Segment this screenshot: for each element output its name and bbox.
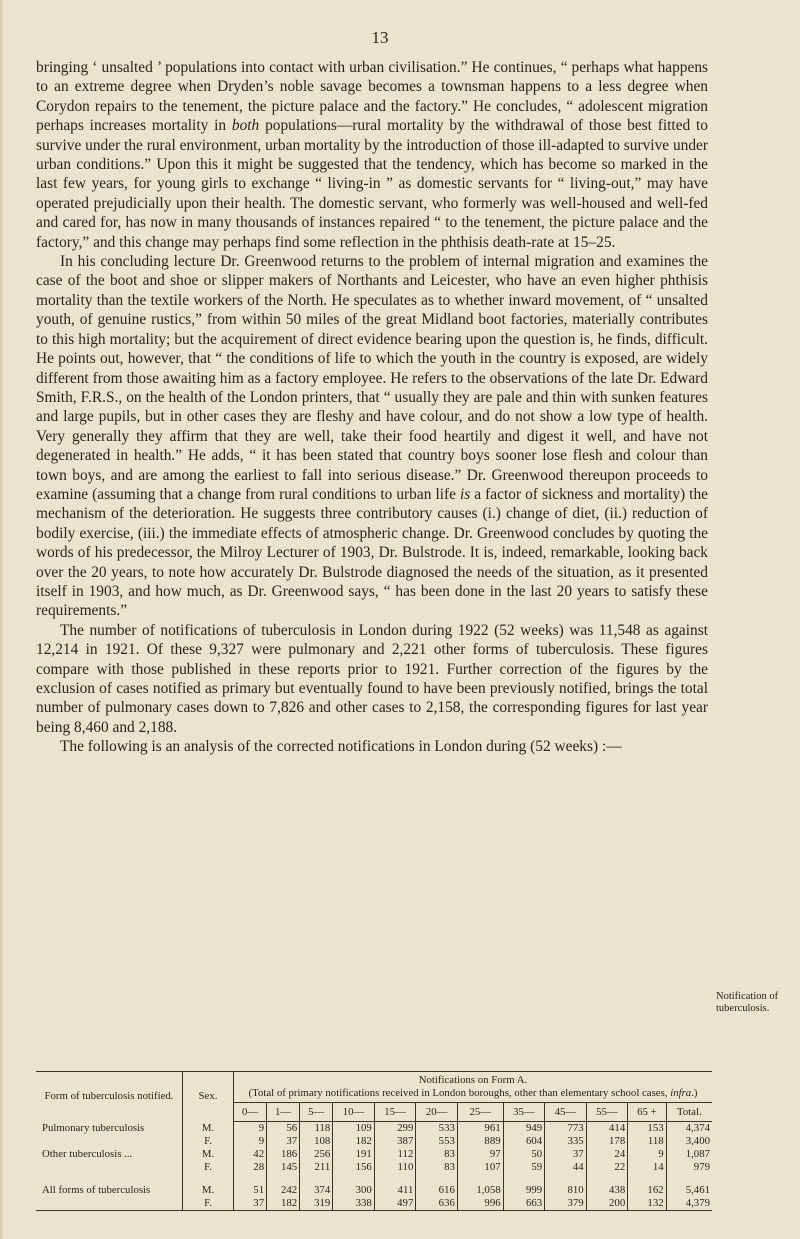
age-header-cell: 25—	[457, 1103, 503, 1122]
column-header-sex: Sex.	[183, 1072, 234, 1122]
age-header-cell: 55—	[586, 1103, 628, 1122]
table-cell: 1,058	[457, 1184, 503, 1197]
table-cell: 9	[234, 1135, 267, 1148]
age-header-cell: 35—	[503, 1103, 545, 1122]
table-cell: 961	[457, 1122, 503, 1136]
row-label	[36, 1135, 183, 1148]
age-header-cell: 0—	[234, 1103, 267, 1122]
table-cell: 9	[628, 1148, 666, 1161]
margin-note: Notification of tuberculosis.	[716, 991, 779, 1014]
notifications-table-wrap	[36, 1071, 712, 1211]
paragraph: The number of notifications of tuberculosis in London during 1922 (52 weeks) was 11,548 as against 12,214 in 1921. Of these 9,327 were pulmonary and 2,221 other forms of tuberculosis. These figures compare with those published in these reports prior to 1921. Further correction of the figures by the exclusion of cases notified as primary but eventually found to have been previously notified, brings the total number of pulmonary cases down to 7,826 and other cases to 2,158, the corresponding figures for last year being 8,460 and 2,188.	[36, 621, 708, 736]
table-cell: 497	[374, 1197, 416, 1211]
table-cell: 156	[333, 1161, 375, 1174]
table-cell: 51	[234, 1184, 267, 1197]
table-cell: 178	[586, 1135, 628, 1148]
table-cell: 42	[234, 1148, 267, 1161]
table-cell: 338	[333, 1197, 375, 1211]
table-cell: 118	[300, 1122, 333, 1136]
table-cell: 414	[586, 1122, 628, 1136]
table-cell: 999	[503, 1184, 545, 1197]
table-cell: 97	[457, 1148, 503, 1161]
table-cell: 996	[457, 1197, 503, 1211]
table-cell: 28	[234, 1161, 267, 1174]
table-cell: 553	[416, 1135, 458, 1148]
paragraph: The following is an analysis of the corrected notifications in London during (52 weeks) :—	[60, 738, 622, 756]
age-header-cell: 20—	[416, 1103, 458, 1122]
page-edge-shadow	[0, 0, 4, 1239]
table-cell: 1,087	[666, 1148, 712, 1161]
notifications-table	[36, 1071, 712, 1211]
table-cell: 44	[545, 1161, 587, 1174]
table-cell: 56	[267, 1122, 300, 1136]
table-cell: 979	[666, 1161, 712, 1174]
table-cell: 411	[374, 1184, 416, 1197]
table-cell: 604	[503, 1135, 545, 1148]
table-cell: 59	[503, 1161, 545, 1174]
table-cell: 5,461	[666, 1184, 712, 1197]
span-subtitle: (Total of primary notifications received in London boroughs, other than elementary school cases, infra.)	[248, 1087, 698, 1099]
row-label: Other tuberculosis ...	[42, 1148, 133, 1160]
table-cell: 118	[628, 1135, 666, 1148]
age-header-cell: 65 +	[628, 1103, 666, 1122]
table-cell: 949	[503, 1122, 545, 1136]
spacer-row	[36, 1174, 712, 1184]
row-sex: M.	[183, 1148, 234, 1161]
body-text	[36, 58, 708, 757]
table-cell: 3,400	[666, 1135, 712, 1148]
row-sex: F.	[183, 1161, 234, 1174]
table-row	[36, 1197, 712, 1211]
table-cell: 145	[267, 1161, 300, 1174]
table-cell: 211	[300, 1161, 333, 1174]
age-header-cell: Total.	[666, 1103, 712, 1122]
table-cell: 299	[374, 1122, 416, 1136]
table-cell: 810	[545, 1184, 587, 1197]
table-row	[36, 1161, 712, 1174]
row-sex: M.	[183, 1122, 234, 1136]
table-cell: 14	[628, 1161, 666, 1174]
table-cell: 112	[374, 1148, 416, 1161]
table-cell: 132	[628, 1197, 666, 1211]
row-label: All forms of tuberculosis	[42, 1184, 151, 1196]
table-cell: 773	[545, 1122, 587, 1136]
table-cell: 22	[586, 1161, 628, 1174]
table-cell: 110	[374, 1161, 416, 1174]
table-cell: 153	[628, 1122, 666, 1136]
table-cell: 4,379	[666, 1197, 712, 1211]
column-header-form: Form of tuberculosis notified.	[36, 1072, 183, 1122]
row-label	[36, 1197, 183, 1211]
age-header-cell: 1—	[267, 1103, 300, 1122]
table-cell: 191	[333, 1148, 375, 1161]
table-cell: 186	[267, 1148, 300, 1161]
table-cell: 107	[457, 1161, 503, 1174]
table-cell: 4,374	[666, 1122, 712, 1136]
table-row	[36, 1135, 712, 1148]
table-cell: 374	[300, 1184, 333, 1197]
table-cell: 889	[457, 1135, 503, 1148]
table-cell: 379	[545, 1197, 587, 1211]
page-number: 13	[371, 28, 389, 47]
table-cell: 663	[503, 1197, 545, 1211]
table-cell: 162	[628, 1184, 666, 1197]
age-header-cell: 10—	[333, 1103, 375, 1122]
row-sex: F.	[183, 1135, 234, 1148]
table-cell: 9	[234, 1122, 267, 1136]
table-cell: 108	[300, 1135, 333, 1148]
table-cell: 200	[586, 1197, 628, 1211]
table-cell: 256	[300, 1148, 333, 1161]
table-row	[36, 1122, 712, 1136]
table-cell: 533	[416, 1122, 458, 1136]
table-cell: 616	[416, 1184, 458, 1197]
table-cell: 387	[374, 1135, 416, 1148]
age-header-cell: 45—	[545, 1103, 587, 1122]
table-cell: 300	[333, 1184, 375, 1197]
paragraph: bringing ‘ unsalted ’ populations into contact with urban civilisation.” He continues, “ perhaps what happens to an extreme degree when Dryden’s noble savage becomes a townsman happens to a less degree when Corydon repairs to the tenement, the picture palace and the factory.” He concludes, “ adolescent migration perhaps increases mortality in both populations—rural mortality by the withdrawal of those best fitted to survive under the rural environment, urban mortality by the introduction of those ill-adapted to survive under urban conditions.” Upon this it might be suggested that the tendency, which has become so marked in the last few years, for young girls to exchange “ living-in ” as domestic servants for “ living-out,” may have operated prejudicially upon their health. The domestic servant, who formerly was well-housed and well-fed and cared for, has now in many thousands of instances repaired “ to the tenement, the picture palace and the factory,” and this change may perhaps find some reflection in the phthisis death-rate at 15–25.	[36, 59, 708, 251]
table-cell: 335	[545, 1135, 587, 1148]
paragraph: In his concluding lecture Dr. Greenwood returns to the problem of internal migration and examines the case of the boot and shoe or slipper makers of Northants and Leicester, who have an even higher phthisis mortality than the textile workers of the North. He speculates as to whether inward movement, of “ unsalted youth, of genuine rustics,” from within 50 miles of the great Midland boot factories, materially contributes to this high mortality; but the acquirement of direct evidence bearing upon the question is, he finds, difficult. He points out, however, that “ the conditions of life to which the youth in the country is exposed, are widely different from those awaiting him as a factory employee. He refers to the observations of the late Dr. Edward Smith, F.R.S., on the health of the London printers, that “ usually they are pale and thin with sunken features and large pupils, but in other cases they are fleshy and have colour, and do not show a low type of health. Very generally they affirm that they are well, take their food heartily and digest it well, and have not degenerated in health.” He adds, “ it has been stated that country boys sooner lose flesh and colour than town boys, and are among the earliest to fall into serious disease.” Dr. Greenwood thereupon proceeds to examine (assuming that a change from rural conditions to urban life is a factor of sickness and mortality) the mechanism of the deterioration. He suggests three contributory causes (i.) change of diet, (ii.) reduction of bodily exercise, (iii.) the immediate effects of atmospheric change. Dr. Greenwood concludes by quoting the words of his predecessor, the Milroy Lecturer of 1903, Dr. Bulstrode. It is, indeed, remarkable, looking back over the 20 years, to note how accurately Dr. Bulstrode diagnosed the needs of the situation, as it presented itself in 1903, and how much, as Dr. Greenwood says, “ has been done in the last 20 years to satisfy these requirements.”	[36, 253, 708, 620]
column-group-header	[234, 1072, 713, 1103]
table-cell: 37	[234, 1197, 267, 1211]
table-cell: 24	[586, 1148, 628, 1161]
table-cell: 50	[503, 1148, 545, 1161]
table-row	[36, 1184, 712, 1197]
table-row	[36, 1148, 712, 1161]
table-cell: 109	[333, 1122, 375, 1136]
table-cell: 438	[586, 1184, 628, 1197]
table-body	[36, 1122, 712, 1211]
table-cell: 182	[267, 1197, 300, 1211]
age-header-cell: 5—	[300, 1103, 333, 1122]
span-title: Notifications on Form A.	[418, 1074, 528, 1086]
row-sex: F.	[183, 1197, 234, 1211]
age-header-cell: 15—	[374, 1103, 416, 1122]
table-cell: 242	[267, 1184, 300, 1197]
row-sex: M.	[183, 1184, 234, 1197]
table-cell: 182	[333, 1135, 375, 1148]
table-cell: 37	[545, 1148, 587, 1161]
table-cell: 37	[267, 1135, 300, 1148]
row-label: Pulmonary tuberculosis	[42, 1121, 145, 1134]
table-cell: 83	[416, 1148, 458, 1161]
row-label	[36, 1161, 183, 1174]
table-cell: 636	[416, 1197, 458, 1211]
table-cell: 319	[300, 1197, 333, 1211]
table-cell: 83	[416, 1161, 458, 1174]
